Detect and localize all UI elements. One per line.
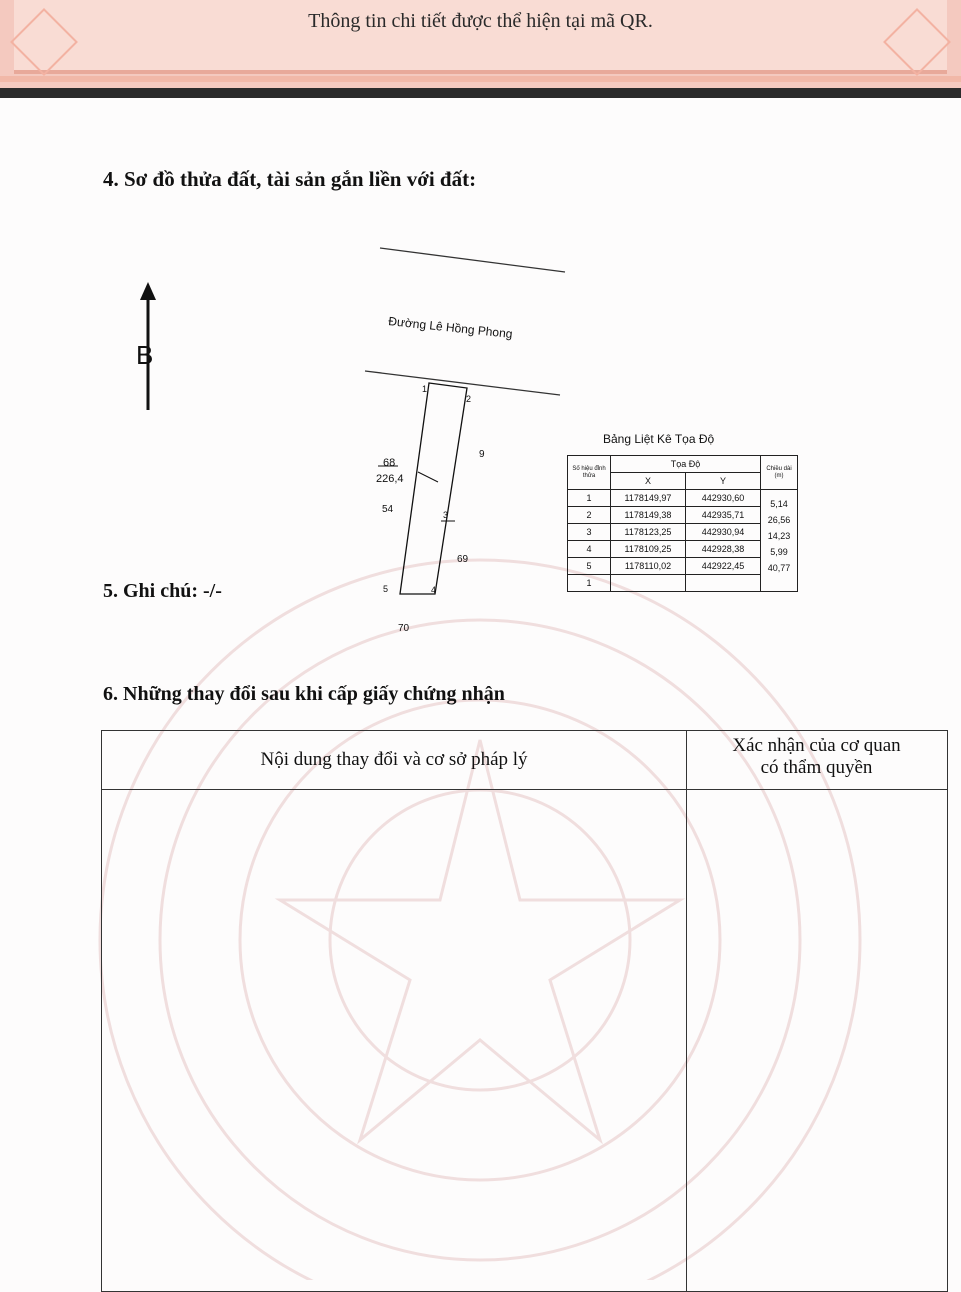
header-length: Chiều dài (m) xyxy=(761,456,798,490)
length-value: 40,77 xyxy=(767,563,791,573)
row-y: 442935,71 xyxy=(686,507,761,524)
row-point: 3 xyxy=(568,524,611,541)
qr-info-text: Thông tin chi tiết được thể hiện tại mã QR. xyxy=(308,10,653,32)
lengths-column xyxy=(761,490,798,592)
coord-table-title: Bảng Liệt Kê Tọa Độ xyxy=(603,432,715,446)
parcel-number: 68 xyxy=(383,457,396,469)
row-y xyxy=(686,575,761,592)
neighbor-label-70: 70 xyxy=(398,623,410,634)
row-point: 4 xyxy=(568,541,611,558)
coordinate-table xyxy=(567,455,798,592)
point-label-1: 1 xyxy=(422,384,428,394)
row-point: 1 xyxy=(568,490,611,507)
row-x: 1178149,97 xyxy=(611,490,686,507)
row-x: 1178110,02 xyxy=(611,558,686,575)
point-label-5: 5 xyxy=(383,584,389,594)
changes-col1-header: Nội dung thay đổi và cơ sở pháp lý xyxy=(260,749,528,770)
changes-column-divider xyxy=(686,731,687,1291)
point-label-3: 3 xyxy=(443,510,449,520)
row-x: 1178149,38 xyxy=(611,507,686,524)
length-value: 14,23 xyxy=(767,531,791,541)
length-value: 5,99 xyxy=(770,547,788,557)
table-row xyxy=(568,490,798,507)
row-x xyxy=(611,575,686,592)
changes-col2-header xyxy=(686,731,947,789)
row-point: 1 xyxy=(568,575,611,592)
changes-table xyxy=(101,730,948,1292)
point-label-2: 2 xyxy=(466,394,472,404)
row-y: 442930,60 xyxy=(686,490,761,507)
parcel-area: 226,4 xyxy=(376,473,404,485)
north-label: B xyxy=(136,340,154,370)
row-y: 442922,45 xyxy=(686,558,761,575)
row-y: 442928,38 xyxy=(686,541,761,558)
row-point: 2 xyxy=(568,507,611,524)
road-edge-bottom xyxy=(365,371,560,395)
section6-title: 6. Những thay đổi sau khi cấp giấy chứng nhận xyxy=(103,683,505,705)
row-y: 442930,94 xyxy=(686,524,761,541)
header-y: Y xyxy=(686,473,761,490)
col2-line1: Xác nhận của cơ quan xyxy=(732,735,901,756)
table-header-row xyxy=(568,456,798,473)
length-value: 26,56 xyxy=(767,515,791,525)
row-x: 1178123,25 xyxy=(611,524,686,541)
length-value: 5,14 xyxy=(770,499,788,509)
header-coords: Tọa Độ xyxy=(611,456,761,473)
neighbor-label-69: 69 xyxy=(457,554,469,565)
row-point: 5 xyxy=(568,558,611,575)
neighbor-label-9: 9 xyxy=(479,449,485,460)
leader-line xyxy=(418,472,438,482)
point-label-4: 4 xyxy=(431,585,437,595)
col2-line2: có thẩm quyền xyxy=(760,757,873,778)
section4-title: 4. Sơ đồ thửa đất, tài sản gắn liền với đất: xyxy=(103,167,477,191)
header-point: Số hiệu đỉnh thửa xyxy=(568,456,611,490)
header-x: X xyxy=(611,473,686,490)
section5-title: 5. Ghi chú: -/- xyxy=(103,580,222,602)
road-label: Đường Lê Hồng Phong xyxy=(387,314,514,342)
road-edge-top xyxy=(380,248,565,272)
neighbor-label-54: 54 xyxy=(382,504,394,515)
row-x: 1178109,25 xyxy=(611,541,686,558)
